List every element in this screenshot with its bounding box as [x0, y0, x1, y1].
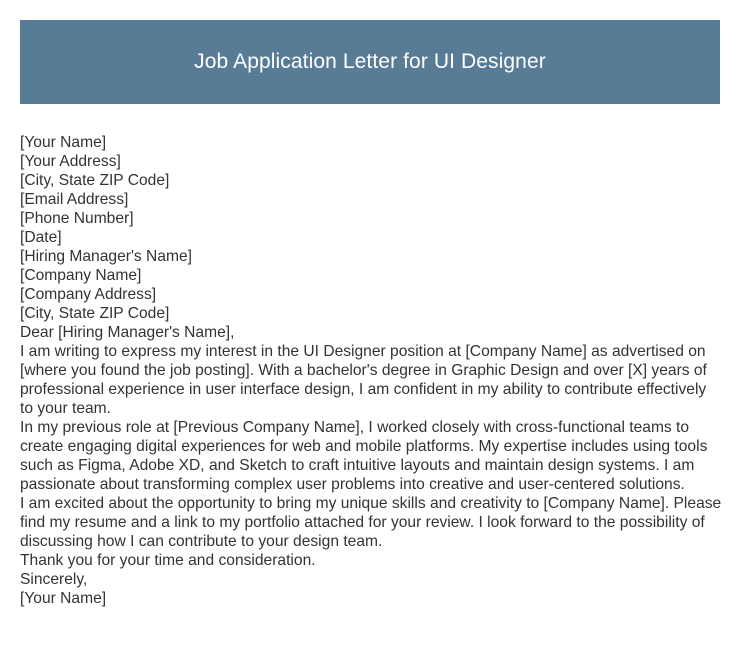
recipient-name: [Hiring Manager's Name] — [20, 248, 192, 265]
salutation: Dear [Hiring Manager's Name], — [20, 324, 235, 341]
sender-address: [Your Address] — [20, 153, 121, 170]
paragraph-thanks: Thank you for your time and consideration. — [20, 552, 316, 569]
sender-phone: [Phone Number] — [20, 210, 134, 227]
page-title: Job Application Letter for UI Designer — [194, 50, 546, 73]
recipient-address: [Company Address] — [20, 286, 157, 303]
letter-header-banner — [20, 20, 720, 104]
closing: Sincerely, — [20, 571, 88, 588]
sender-city: [City, State ZIP Code] — [20, 172, 170, 189]
letter-body — [20, 133, 722, 608]
paragraph-closing: I am excited about the opportunity to bring my unique skills and creativity to [Company Name]. Please find my resume and a link to my portfolio attached for your review. I look forward to the possibility of discussing how I can contribute to your design team. — [20, 495, 722, 550]
letter-date: [Date] — [20, 229, 62, 246]
recipient-city: [City, State ZIP Code] — [20, 305, 170, 322]
signature: [Your Name] — [20, 590, 107, 607]
recipient-company: [Company Name] — [20, 267, 142, 284]
paragraph-intro: I am writing to express my interest in the UI Designer position at [Company Name] as advertised on [where you found the job posting]. With a bachelor's degree in Graphic Design and over [X] years of professional experience in user interface design, I am confident in my ability to contribute effectively to your team. — [20, 343, 707, 417]
sender-name: [Your Name] — [20, 134, 107, 151]
sender-email: [Email Address] — [20, 191, 129, 208]
paragraph-experience: In my previous role at [Previous Company Name], I worked closely with cross-functional teams to create engaging digital experiences for web and mobile platforms. My expertise includes using tools such as Figma, Adobe XD, and Sketch to craft intuitive layouts and maintain design systems. I am passionate about transforming complex user problems into creative and user-centered solutions. — [20, 419, 708, 493]
